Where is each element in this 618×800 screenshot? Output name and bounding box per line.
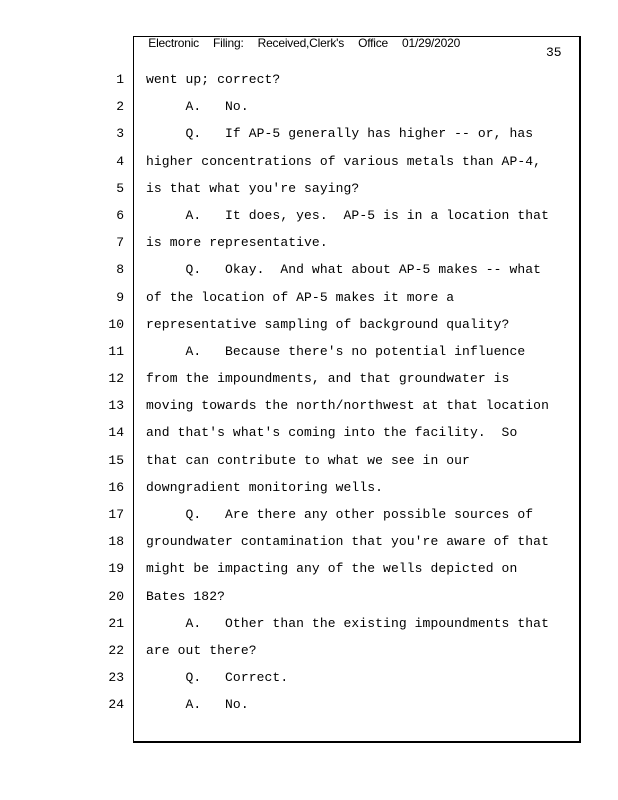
transcript-line: of the location of AP-5 makes it more a (146, 289, 455, 305)
page-number: 35 (546, 45, 562, 60)
line-number: 19 (108, 561, 124, 577)
transcript-body (146, 66, 576, 719)
filing-stamp-date: 01/29/2020 (402, 36, 461, 50)
transcript-line: representative sampling of background quality? (146, 316, 510, 332)
line-number: 20 (108, 588, 124, 604)
line-number: 11 (108, 343, 124, 359)
filing-stamp-electronic: Electronic (148, 36, 199, 50)
line-number-column (100, 66, 124, 719)
line-number: 18 (108, 534, 124, 550)
transcript-line: from the impoundments, and that groundwater is (146, 371, 510, 387)
line-number: 5 (116, 180, 124, 196)
line-number: 9 (116, 289, 124, 305)
line-number: 6 (116, 207, 124, 223)
transcript-line: Bates 182? (146, 588, 226, 604)
transcript-line: moving towards the north/northwest at that location (146, 398, 549, 414)
transcript-line: Q. Correct. (146, 670, 289, 686)
transcript-line: A. Because there's no potential influence (146, 343, 526, 359)
transcript-line: went up; correct? (146, 72, 281, 87)
line-number: 15 (108, 452, 124, 468)
transcript-line: is that what you're saying? (146, 180, 360, 196)
transcript-line: A. It does, yes. AP-5 is in a location that (146, 207, 549, 223)
transcript-line: and that's what's coming into the facility. So (146, 425, 518, 441)
line-number: 14 (108, 425, 124, 441)
transcript-line: Q. Are there any other possible sources of (146, 507, 534, 522)
filing-stamp-received: Received,Clerk's (257, 36, 345, 50)
transcript-line: A. No. (146, 697, 249, 713)
line-number: 3 (116, 126, 124, 142)
line-number: 17 (108, 507, 124, 522)
line-number: 21 (108, 615, 124, 631)
transcript-line: A. Other than the existing impoundments that (146, 615, 549, 631)
line-number: 13 (108, 398, 124, 414)
transcript-line: A. No. (146, 99, 249, 115)
line-number: 23 (108, 670, 124, 686)
line-number: 22 (108, 642, 124, 658)
transcript-line: Q. Okay. And what about AP-5 makes -- what (146, 262, 542, 278)
transcript-line: Q. If AP-5 generally has higher -- or, has (146, 126, 534, 142)
line-number: 10 (108, 316, 124, 332)
transcript-line: are out there? (146, 642, 257, 658)
line-number: 2 (116, 99, 124, 115)
transcript-line: that can contribute to what we see in our (146, 452, 470, 468)
transcript-line: higher concentrations of various metals than AP-4, (146, 153, 542, 169)
transcript-line: downgradient monitoring wells. (146, 479, 384, 495)
line-number: 12 (108, 371, 124, 387)
transcript-line: is more representative. (146, 235, 328, 251)
line-number: 1 (116, 72, 124, 87)
transcript-line: groundwater contamination that you're aware of that (146, 534, 549, 550)
line-number: 24 (108, 697, 124, 713)
line-number: 7 (116, 235, 124, 251)
filing-stamp-office: Office (358, 36, 389, 50)
transcript-line: might be impacting any of the wells depicted on (146, 561, 518, 577)
line-number: 4 (116, 153, 124, 169)
line-number: 16 (108, 479, 124, 495)
line-number: 8 (116, 262, 124, 278)
filing-stamp-filing: Filing: (212, 36, 244, 50)
